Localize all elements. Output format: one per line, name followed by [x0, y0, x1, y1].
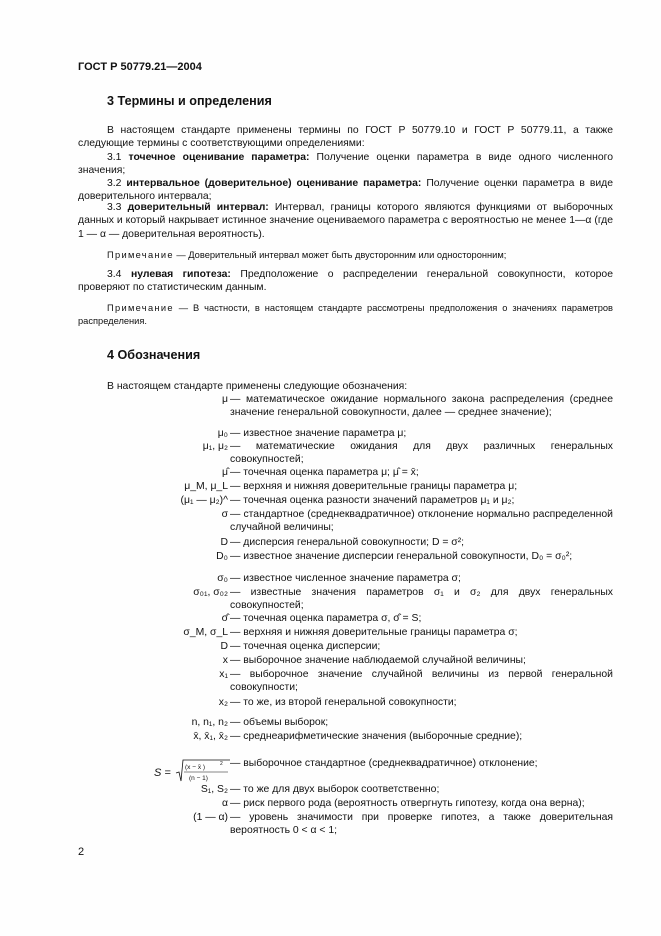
symbol-row [0, 668, 661, 694]
symbol: x [222, 655, 228, 666]
symbol-row [0, 640, 661, 653]
term-3-3-term: доверительный интервал: [127, 202, 269, 213]
term-3-1 [78, 151, 613, 178]
note-2-label: Примечание [107, 303, 174, 313]
document-header: ГОСТ Р 50779.21—2004 [78, 61, 202, 73]
term-3-2-definition: Получение оценки параметра в виде доверительного интервала; [78, 178, 613, 203]
symbol: D [220, 537, 228, 548]
symbol: D [220, 641, 228, 652]
symbol-row [0, 612, 661, 625]
symbol-definition: — точечная оценка дисперсии; [230, 641, 381, 652]
term-3-2 [78, 177, 613, 204]
symbol-row [0, 494, 661, 507]
symbol: n, n₁, n₂ [191, 717, 228, 728]
symbol-definition: — точечная оценка параметра σ, σ̂ = S; [230, 613, 422, 624]
term-3-1-number: 3.1 [107, 152, 122, 163]
symbol-definition: — известные значения параметров σ₁ и σ₂ для двух генеральных совокупностей; [230, 587, 613, 612]
symbol-definition: — выборочное значение случайной величины из первой генеральной совокупности; [230, 669, 613, 694]
symbol: S₁, S₂ [200, 784, 228, 795]
symbol: σ_M, σ_L [183, 627, 228, 638]
symbol-definition: — среднеарифметические значения (выборочные средние); [230, 731, 523, 742]
page-number: 2 [78, 846, 85, 858]
term-3-1-term: точечное оценивание параметра: [128, 152, 310, 163]
symbol-row [0, 730, 661, 743]
note-2-text: — В частности, в настоящем стандарте рассмотрены предположения о значениях параметров распределения. [78, 303, 613, 326]
term-3-4-number: 3.4 [107, 269, 122, 280]
symbol-row [0, 716, 661, 729]
symbol-row [0, 440, 661, 466]
symbol-definition: — известное значение дисперсии генеральной совокупности, D₀ = σ₀²; [230, 551, 573, 562]
stddev-formula [150, 759, 232, 785]
symbol-row [0, 626, 661, 639]
symbol: σ₀ [217, 573, 228, 584]
symbol: σ [221, 509, 228, 520]
symbol-definition: — точечная оценка параметра μ; μ̂ = x̄; [230, 467, 419, 478]
symbol: x̄, x̄₁, x̄₂ [193, 731, 228, 742]
symbol: μ₀ [217, 428, 228, 439]
term-3-3-number: 3.3 [107, 202, 122, 213]
symbol: σ₀₁, σ₀₂ [193, 587, 228, 598]
term-3-3 [78, 201, 613, 241]
note-1-text: — Доверительный интервал может быть двусторонним или односторонним; [176, 250, 507, 260]
symbol-definition: — верхняя и нижняя доверительные границы параметра σ; [230, 627, 518, 638]
term-3-2-number: 3.2 [107, 178, 122, 189]
symbol: x₂ [218, 697, 228, 708]
symbol: α [221, 798, 228, 809]
symbol-definition: — математические ожидания для двух различных генеральных совокупностей; [230, 441, 613, 466]
symbol-definition: — выборочное значение наблюдаемой случайной величины; [230, 655, 526, 666]
symbol-row [0, 757, 661, 770]
svg-text:2: 2 [220, 761, 223, 767]
svg-text:(x − x̄ ): (x − x̄ ) [185, 764, 206, 771]
term-3-2-term: интервальное (доверительное) оценивание параметра: [126, 178, 422, 189]
symbol-definition: — стандартное (среднеквадратичное) отклонение нормально распределенной случайной величины; [230, 509, 613, 534]
symbol: (1 — α) [193, 812, 228, 823]
symbol-definition: — то же для двух выборок соответственно; [230, 784, 440, 795]
symbol-definition: — уровень значимости при проверке гипотез, а также доверительная вероятность 0 < α < 1; [230, 812, 613, 837]
symbol-row [0, 586, 661, 612]
symbol-row [0, 550, 661, 563]
section-3-intro: В настоящем стандарте применены термины по ГОСТ Р 50779.10 и ГОСТ Р 50779.11, а также следующие термины с соответствующими определениями: [78, 125, 613, 150]
note-2 [78, 302, 613, 327]
symbol-definition: — риск первого рода (вероятность отвергнуть гипотезу, когда она верна); [230, 798, 585, 809]
term-3-1-definition: Получение оценки параметра в виде одного численного значения; [78, 152, 613, 177]
symbol: D₀ [216, 551, 228, 562]
symbol: μ [222, 394, 228, 405]
symbol-row [0, 797, 661, 810]
symbol-row [0, 536, 661, 549]
note-1-label: Примечание [107, 250, 174, 260]
symbol-row [0, 393, 661, 419]
term-3-4-definition: Предположение о распределении генеральной совокупности, которое проверяют по статистическим данным. [78, 269, 613, 294]
section-4-intro: В настоящем стандарте применены следующие обозначения: [107, 381, 408, 392]
symbol-definition: — дисперсия генеральной совокупности; D = σ²; [230, 537, 465, 548]
symbol-row [0, 427, 661, 440]
section-3-title: 3 Термины и определения [107, 94, 272, 108]
symbol: μ_M, μ_L [184, 481, 228, 492]
symbol-definition: — математическое ожидание нормального закона распределения (среднее значение генеральной совокупности, далее — среднее значение); [230, 394, 613, 419]
symbol-definition: — точечная оценка разности значений параметров μ₁ и μ₂; [230, 495, 515, 506]
symbol-definition: — известное значение параметра μ; [230, 428, 407, 439]
symbol-definition: — известное численное значение параметра σ; [230, 573, 461, 584]
symbol-row [0, 783, 661, 796]
term-3-4 [78, 268, 613, 295]
symbol-definition: — верхняя и нижняя доверительные границы параметра μ; [230, 481, 518, 492]
symbol: μ₁, μ₂ [202, 441, 228, 452]
symbol-row [0, 654, 661, 667]
symbol-row [0, 696, 661, 709]
term-3-3-definition: Интервал, границы которого являются функциями от выборочных данных и который накрывает истинное значение оцениваемого параметра с вероятностью не менее 1—α (где 1 — α — доверительная вероятность). [78, 202, 613, 240]
symbol-row [0, 811, 661, 837]
svg-text:(n − 1): (n − 1) [189, 775, 208, 782]
svg-text:S =: S = [154, 767, 171, 779]
symbol: μ̂ [222, 467, 228, 478]
symbol: (μ₁ — μ₂)^ [180, 495, 228, 506]
symbol: x₁ [219, 669, 228, 680]
symbol-row [0, 480, 661, 493]
term-3-4-term: нулевая гипотеза: [130, 269, 231, 280]
symbol: σ̂ [221, 613, 228, 624]
note-1 [78, 249, 613, 262]
symbol-row [0, 466, 661, 479]
symbol-definition: — объемы выборок; [230, 717, 329, 728]
symbol-row [0, 572, 661, 585]
symbol-definition: — то же, из второй генеральной совокупности; [230, 697, 457, 708]
section-4-title: 4 Обозначения [107, 348, 201, 362]
symbol-definition: — выборочное стандартное (среднеквадратичное) отклонение; [230, 758, 538, 769]
symbol-row [0, 508, 661, 534]
